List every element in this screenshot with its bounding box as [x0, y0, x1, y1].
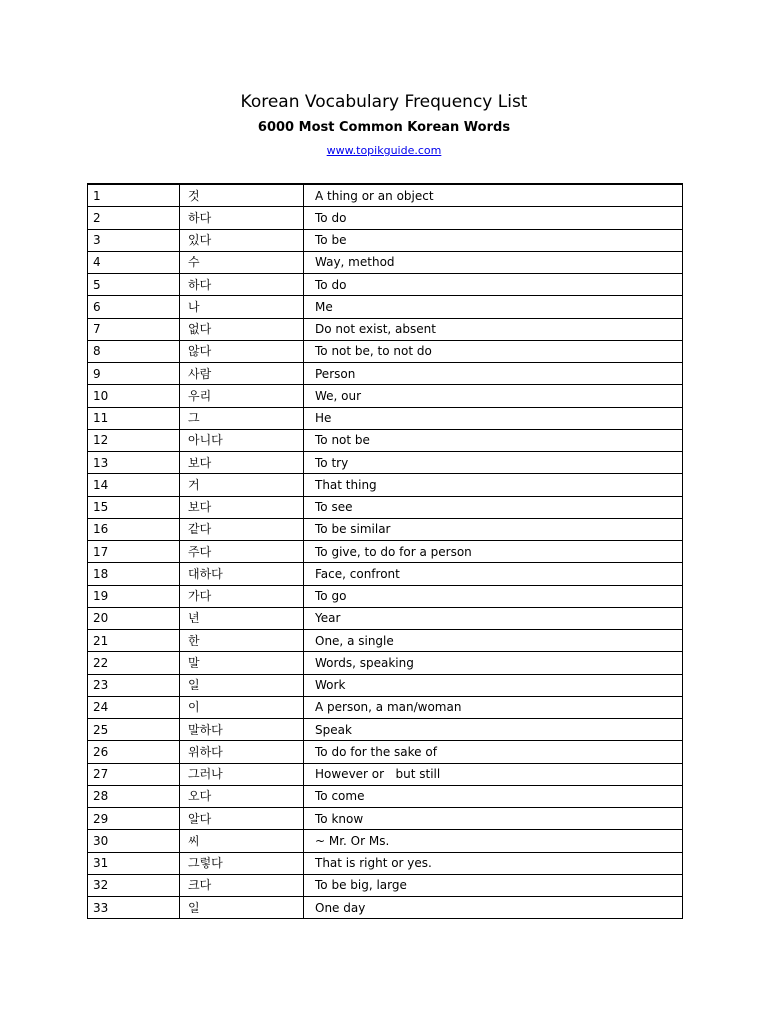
korean-word-cell: 같다	[180, 518, 304, 540]
korean-word-cell: 씨	[180, 830, 304, 852]
korean-word-cell: 사람	[180, 363, 304, 385]
table-row	[88, 296, 683, 318]
document-title: Korean Vocabulary Frequency List	[240, 92, 528, 112]
rank-cell: 17	[88, 541, 180, 563]
korean-word-cell: 말하다	[180, 719, 304, 741]
vocabulary-table-body	[88, 184, 683, 919]
meaning-cell: Do not exist, absent	[304, 318, 683, 340]
table-row	[88, 496, 683, 518]
rank-cell: 6	[88, 296, 180, 318]
meaning-cell: ~ Mr. Or Ms.	[304, 830, 683, 852]
rank-cell: 11	[88, 407, 180, 429]
table-row	[88, 652, 683, 674]
meaning-cell: Words, speaking	[304, 652, 683, 674]
rank-cell: 1	[88, 184, 180, 207]
topikguide-link[interactable]: www.topikguide.com	[326, 144, 442, 157]
meaning-cell: To see	[304, 496, 683, 518]
meaning-cell: Person	[304, 363, 683, 385]
table-row	[88, 852, 683, 874]
table-row	[88, 518, 683, 540]
korean-word-cell: 일	[180, 674, 304, 696]
korean-word-cell: 말	[180, 652, 304, 674]
table-row	[88, 808, 683, 830]
korean-word-cell: 이	[180, 696, 304, 718]
table-row	[88, 452, 683, 474]
table-row	[88, 674, 683, 696]
korean-word-cell: 보다	[180, 496, 304, 518]
rank-cell: 22	[88, 652, 180, 674]
table-row	[88, 585, 683, 607]
table-row	[88, 696, 683, 718]
table-row	[88, 785, 683, 807]
table-row	[88, 563, 683, 585]
rank-cell: 28	[88, 785, 180, 807]
meaning-cell: One day	[304, 897, 683, 919]
document-subtitle: 6000 Most Common Korean Words	[257, 120, 511, 135]
korean-word-cell: 수	[180, 251, 304, 273]
rank-cell: 20	[88, 607, 180, 629]
table-row	[88, 229, 683, 251]
rank-cell: 19	[88, 585, 180, 607]
meaning-cell: However or but still	[304, 763, 683, 785]
korean-word-cell: 없다	[180, 318, 304, 340]
korean-word-cell: 오다	[180, 785, 304, 807]
meaning-cell: To give, to do for a person	[304, 541, 683, 563]
korean-word-cell: 않다	[180, 340, 304, 362]
table-row	[88, 207, 683, 229]
meaning-cell: To do for the sake of	[304, 741, 683, 763]
meaning-cell: Face, confront	[304, 563, 683, 585]
rank-cell: 13	[88, 452, 180, 474]
link-container	[0, 143, 768, 159]
meaning-cell: He	[304, 407, 683, 429]
table-row	[88, 340, 683, 362]
meaning-cell: A person, a man/woman	[304, 696, 683, 718]
korean-word-cell: 알다	[180, 808, 304, 830]
meaning-cell: Me	[304, 296, 683, 318]
meaning-cell: To not be	[304, 429, 683, 451]
meaning-cell: Speak	[304, 719, 683, 741]
table-row	[88, 541, 683, 563]
table-row	[88, 407, 683, 429]
korean-word-cell: 거	[180, 474, 304, 496]
table-row	[88, 897, 683, 919]
meaning-cell: Work	[304, 674, 683, 696]
rank-cell: 4	[88, 251, 180, 273]
table-row	[88, 184, 683, 207]
rank-cell: 8	[88, 340, 180, 362]
meaning-cell: Way, method	[304, 251, 683, 273]
table-row	[88, 429, 683, 451]
table-row	[88, 318, 683, 340]
meaning-cell: That thing	[304, 474, 683, 496]
table-row	[88, 363, 683, 385]
korean-word-cell: 그러나	[180, 763, 304, 785]
rank-cell: 26	[88, 741, 180, 763]
korean-word-cell: 크다	[180, 874, 304, 896]
korean-word-cell: 그렇다	[180, 852, 304, 874]
vocabulary-table	[87, 183, 683, 919]
table-row	[88, 719, 683, 741]
korean-word-cell: 주다	[180, 541, 304, 563]
meaning-cell: To be similar	[304, 518, 683, 540]
rank-cell: 30	[88, 830, 180, 852]
rank-cell: 24	[88, 696, 180, 718]
korean-word-cell: 아니다	[180, 429, 304, 451]
meaning-cell: One, a single	[304, 630, 683, 652]
table-row	[88, 251, 683, 273]
table-row	[88, 763, 683, 785]
meaning-cell: To do	[304, 274, 683, 296]
rank-cell: 18	[88, 563, 180, 585]
korean-word-cell: 하다	[180, 274, 304, 296]
rank-cell: 12	[88, 429, 180, 451]
rank-cell: 31	[88, 852, 180, 874]
table-row	[88, 874, 683, 896]
rank-cell: 10	[88, 385, 180, 407]
table-row	[88, 630, 683, 652]
rank-cell: 32	[88, 874, 180, 896]
korean-word-cell: 보다	[180, 452, 304, 474]
korean-word-cell: 것	[180, 184, 304, 207]
table-row	[88, 474, 683, 496]
rank-cell: 15	[88, 496, 180, 518]
rank-cell: 25	[88, 719, 180, 741]
rank-cell: 7	[88, 318, 180, 340]
meaning-cell: To do	[304, 207, 683, 229]
meaning-cell: To know	[304, 808, 683, 830]
korean-word-cell: 일	[180, 897, 304, 919]
rank-cell: 29	[88, 808, 180, 830]
rank-cell: 2	[88, 207, 180, 229]
table-row	[88, 830, 683, 852]
meaning-cell: To go	[304, 585, 683, 607]
meaning-cell: Year	[304, 607, 683, 629]
table-row	[88, 607, 683, 629]
meaning-cell: To come	[304, 785, 683, 807]
table-row	[88, 274, 683, 296]
korean-word-cell: 가다	[180, 585, 304, 607]
meaning-cell: To be big, large	[304, 874, 683, 896]
korean-word-cell: 있다	[180, 229, 304, 251]
meaning-cell: To be	[304, 229, 683, 251]
rank-cell: 21	[88, 630, 180, 652]
korean-word-cell: 그	[180, 407, 304, 429]
rank-cell: 33	[88, 897, 180, 919]
rank-cell: 14	[88, 474, 180, 496]
korean-word-cell: 하다	[180, 207, 304, 229]
korean-word-cell: 나	[180, 296, 304, 318]
korean-word-cell: 우리	[180, 385, 304, 407]
korean-word-cell: 년	[180, 607, 304, 629]
meaning-cell: To try	[304, 452, 683, 474]
meaning-cell: A thing or an object	[304, 184, 683, 207]
table-row	[88, 741, 683, 763]
rank-cell: 23	[88, 674, 180, 696]
korean-word-cell: 대하다	[180, 563, 304, 585]
meaning-cell: To not be, to not do	[304, 340, 683, 362]
meaning-cell: That is right or yes.	[304, 852, 683, 874]
rank-cell: 5	[88, 274, 180, 296]
korean-word-cell: 위하다	[180, 741, 304, 763]
rank-cell: 9	[88, 363, 180, 385]
meaning-cell: We, our	[304, 385, 683, 407]
table-row	[88, 385, 683, 407]
rank-cell: 3	[88, 229, 180, 251]
rank-cell: 16	[88, 518, 180, 540]
korean-word-cell: 한	[180, 630, 304, 652]
rank-cell: 27	[88, 763, 180, 785]
